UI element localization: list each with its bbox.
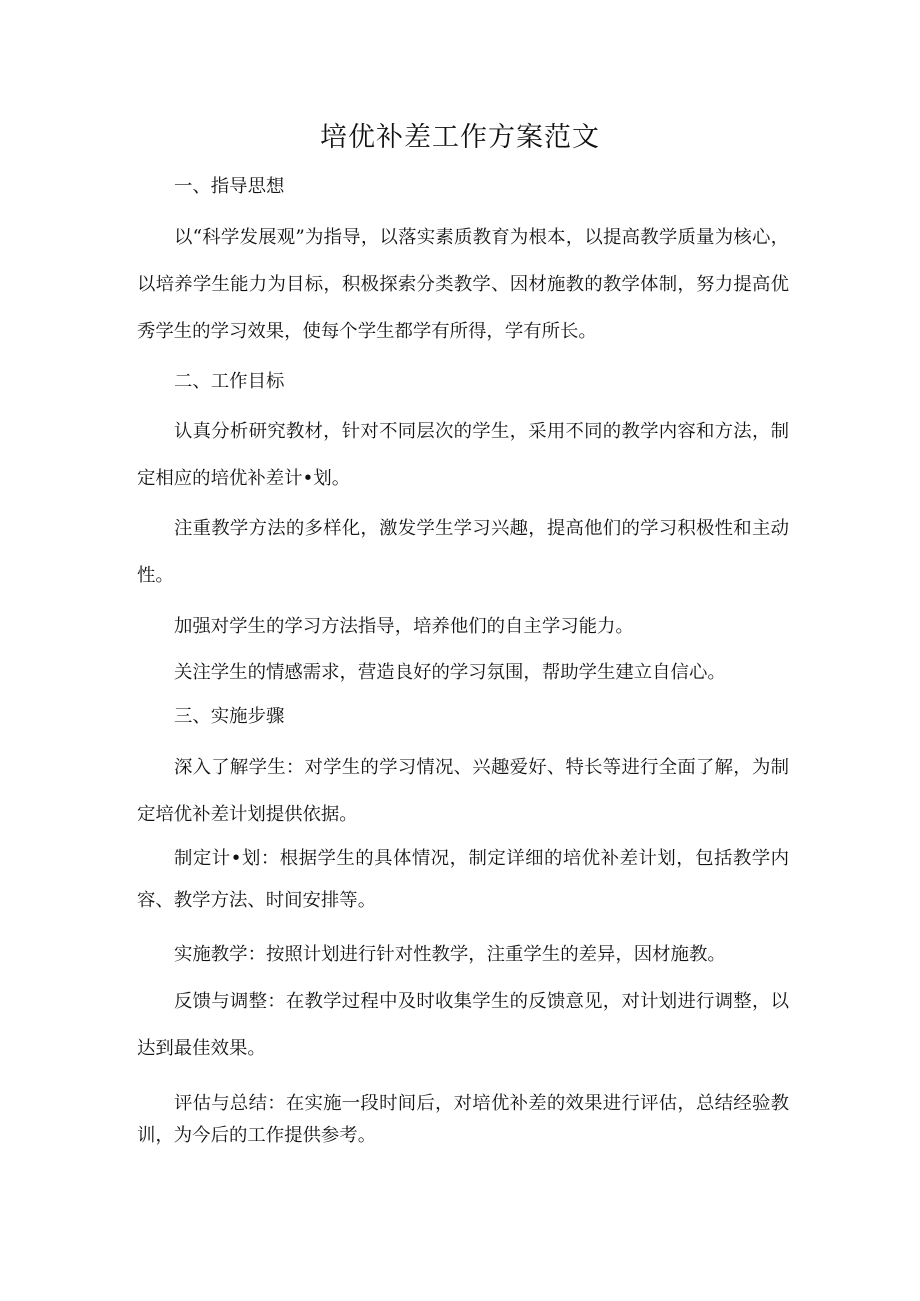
paragraph-step-4: 反馈与调整：在教学过程中及时收集学生的反馈意见，对计划进行调整，以达到最佳效果。 bbox=[137, 991, 789, 1059]
section-heading-guiding-ideology: 一、指导思想 bbox=[174, 176, 285, 197]
paragraph-guiding-ideology: 以“科学发展观”为指导，以落实素质教育为根本，以提高教学质量为核心，以培养学生能力为目标，积极探索分类教学、因材施教的教学体制，努力提高优秀学生的学习效果，使每个学生都学有所得，学有所长。 bbox=[137, 227, 789, 342]
document-title: 培优补差工作方案范文 bbox=[320, 122, 600, 153]
section-heading-implementation-steps: 三、实施步骤 bbox=[174, 706, 285, 727]
paragraph-step-3: 实施教学：按照计划进行针对性教学，注重学生的差异，因材施教。 bbox=[174, 944, 726, 965]
paragraph-goal-3: 加强对学生的学习方法指导，培养他们的自主学习能力。 bbox=[174, 616, 634, 637]
paragraph-goal-4: 关注学生的情感需求，营造良好的学习氛围，帮助学生建立自信心。 bbox=[174, 662, 726, 683]
paragraph-step-5: 评估与总结：在实施一段时间后，对培优补差的效果进行评估，总结经验教训，为今后的工作提供参考。 bbox=[137, 1093, 789, 1146]
paragraph-goal-1: 认真分析研究教材，针对不同层次的学生，采用不同的教学内容和方法，制定相应的培优补差计•划。 bbox=[137, 421, 789, 489]
paragraph-step-2: 制定计•划：根据学生的具体情况，制定详细的培优补差计划，包括教学内容、教学方法、时间安排等。 bbox=[137, 848, 789, 911]
paragraph-goal-2: 注重教学方法的多样化，激发学生学习兴趣，提高他们的学习积极性和主动性。 bbox=[137, 518, 789, 586]
paragraph-step-1: 深入了解学生：对学生的学习情况、兴趣爱好、特长等进行全面了解，为制定培优补差计划提供依据。 bbox=[137, 757, 789, 825]
section-heading-work-goals: 二、工作目标 bbox=[174, 371, 285, 392]
